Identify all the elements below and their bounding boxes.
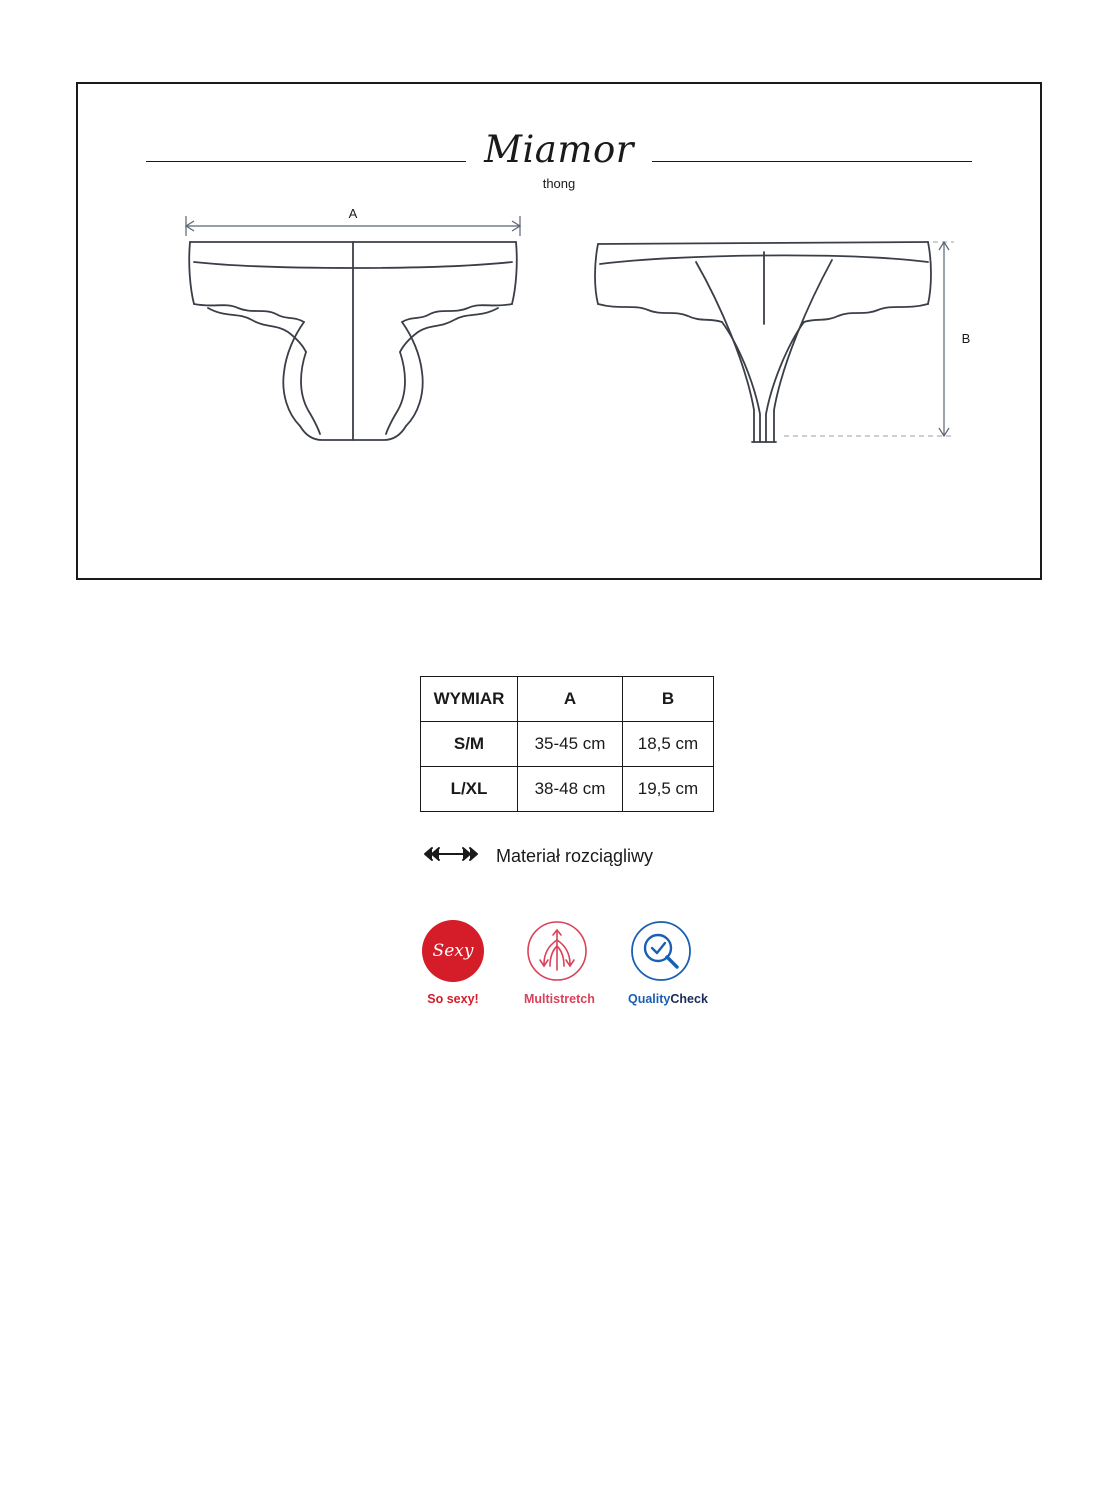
brand-rule-right [652,161,972,162]
table-header-wymiar: WYMIAR [421,677,518,722]
product-type: thong [542,176,576,191]
size-label-sm: S/M [421,722,518,767]
badge-quality-check-caption [628,992,708,1006]
table-header-row [421,677,714,722]
dimension-label-b-back: B [961,331,971,346]
badge-multistretch [524,918,595,1006]
brand-header [78,130,1040,193]
brand-center [466,130,652,193]
feature-badges [420,918,708,1006]
value-b-sm: 18,5 cm [623,722,714,767]
badge-quality-check [628,918,708,1006]
table-header-a: A [518,677,623,722]
badge-so-sexy [420,918,486,1006]
quality-word: Quality [628,992,671,1006]
table-row [421,767,714,812]
badge-multistretch-caption: Multistretch [524,992,595,1006]
table-row [421,722,714,767]
brand-rule-left [146,161,466,162]
multistretch-icon [524,918,590,984]
stretch-material-label: Materiał rozciągliwy [496,846,654,866]
value-a-lxl: 38-48 cm [518,767,623,812]
dimension-label-a-front: A [348,206,358,221]
product-size-chart-box [76,82,1042,580]
double-arrow-stretch-icon [420,845,482,868]
value-a-sm: 35-45 cm [518,722,623,767]
stretch-material-note [420,845,653,868]
size-label-lxl: L/XL [421,767,518,812]
quality-check-magnifier-icon [628,918,694,984]
size-table [420,676,714,812]
sexy-circle-text: Sexy [432,940,474,961]
value-b-lxl: 19,5 cm [623,767,714,812]
front-view-panty-drawing [168,204,548,469]
sexy-circle-icon [420,918,486,984]
badge-so-sexy-caption: So sexy! [427,992,479,1006]
back-view-thong-drawing [588,204,1008,469]
technical-drawings [78,204,1040,534]
table-header-b: B [623,677,714,722]
brand-name: Miamor [484,128,634,171]
check-word: Check [670,992,708,1006]
